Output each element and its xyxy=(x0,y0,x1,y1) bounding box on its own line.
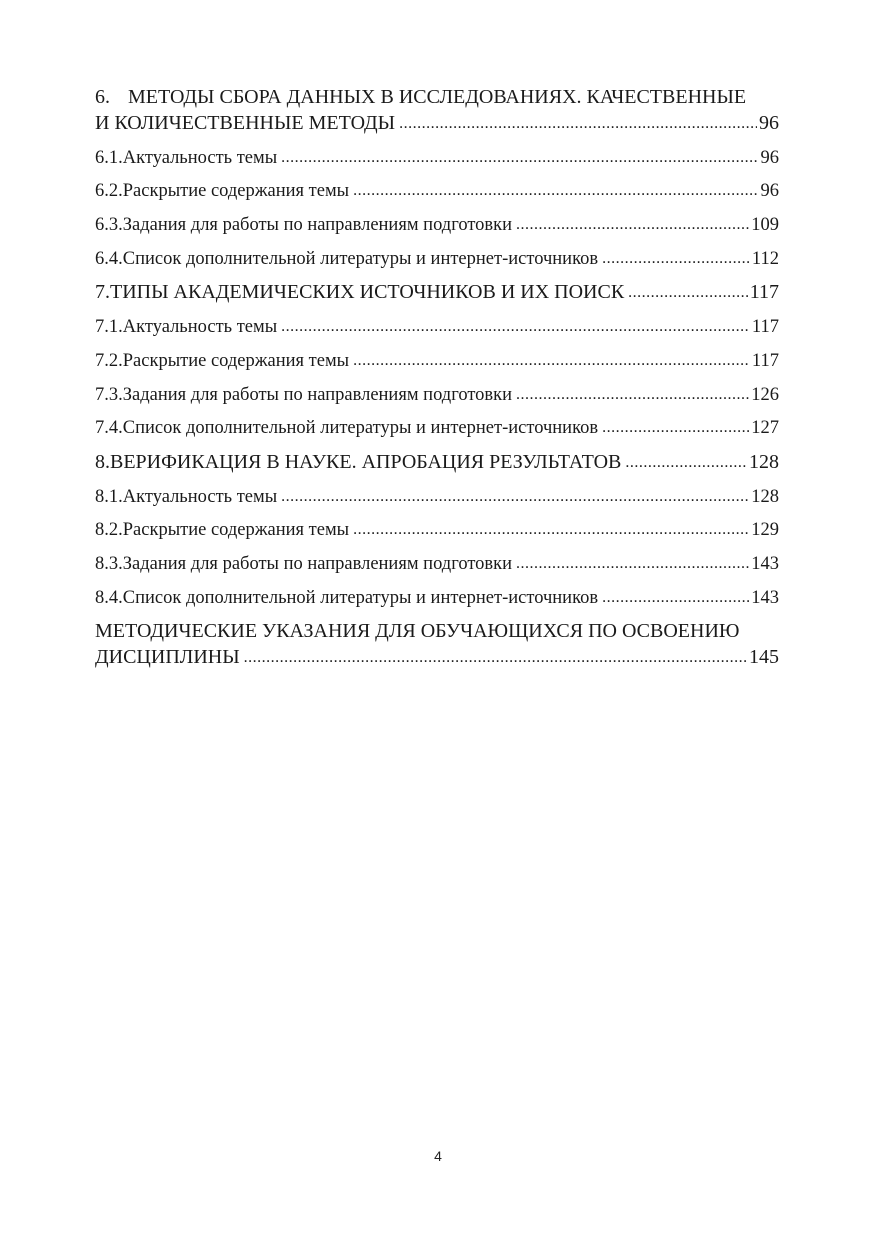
toc-entry-7-2[interactable] xyxy=(95,348,779,375)
toc-leader-dots xyxy=(244,645,747,671)
toc-entry-7-1[interactable] xyxy=(95,314,779,341)
toc-entry-6-1[interactable] xyxy=(95,145,779,172)
table-of-contents xyxy=(95,84,779,679)
toc-entry-page: 126 xyxy=(751,384,779,405)
toc-entry-7-3[interactable] xyxy=(95,382,779,409)
toc-entry-number: 7.2. xyxy=(95,350,123,371)
toc-entry-number: 8.3. xyxy=(95,553,123,574)
toc-entry-page: 145 xyxy=(749,646,779,669)
toc-entry-title: Актуальность темы xyxy=(122,317,278,338)
toc-entry-page: 128 xyxy=(749,450,779,473)
toc-entry-chapter-6[interactable] xyxy=(95,84,779,138)
toc-entry-page: 117 xyxy=(751,317,779,338)
toc-entry-title: Список дополнительной литературы и интернет-источников xyxy=(122,418,599,439)
toc-entry-title: Задания для работы по направлениям подготовки xyxy=(122,215,513,236)
toc-entry-8-2[interactable] xyxy=(95,517,779,544)
toc-entry-number: 6.2. xyxy=(95,181,123,202)
toc-entry-number: 8.1. xyxy=(95,486,123,507)
toc-entry-6-2[interactable] xyxy=(95,178,779,205)
toc-entry-title: Раскрытие содержания темы xyxy=(122,181,350,202)
toc-entry-number: 7.1. xyxy=(95,317,123,338)
toc-entry-page: 129 xyxy=(751,520,779,541)
toc-entry-page: 128 xyxy=(751,486,779,507)
toc-entry-page: 117 xyxy=(751,350,779,371)
toc-entry-title: ВЕРИФИКАЦИЯ В НАУКЕ. АПРОБАЦИЯ РЕЗУЛЬТАТОВ xyxy=(110,450,622,473)
toc-entry-title-line1: МЕТОДЫ СБОРА ДАННЫХ В ИССЛЕДОВАНИЯХ. КАЧЕСТВЕННЫЕ xyxy=(128,86,747,108)
toc-entry-6-3[interactable] xyxy=(95,212,779,239)
toc-entry-number: 8.2. xyxy=(95,520,123,541)
toc-entry-page: 96 xyxy=(759,112,779,134)
toc-entry-chapter-8[interactable] xyxy=(95,449,779,477)
toc-leader-dots xyxy=(281,484,749,510)
toc-leader-dots xyxy=(625,450,747,476)
toc-entry-page: 117 xyxy=(749,281,779,304)
toc-leader-dots xyxy=(353,348,750,374)
toc-entry-guidelines[interactable] xyxy=(95,618,779,672)
toc-leader-dots xyxy=(516,382,749,408)
toc-entry-title: Список дополнительной литературы и интернет-источников xyxy=(122,248,599,269)
toc-entry-title: Задания для работы по направлениям подготовки xyxy=(122,553,513,574)
toc-entry-number: 6.4. xyxy=(95,248,123,269)
toc-entry-page: 127 xyxy=(751,418,779,439)
toc-entry-page: 109 xyxy=(751,215,779,236)
toc-entry-title: Задания для работы по направлениям подготовки xyxy=(122,384,513,405)
toc-entry-8-1[interactable] xyxy=(95,484,779,511)
toc-entry-number: 7.4. xyxy=(95,418,123,439)
toc-entry-8-4[interactable] xyxy=(95,585,779,612)
toc-leader-dots xyxy=(353,178,758,204)
toc-entry-8-3[interactable] xyxy=(95,551,779,578)
toc-entry-number: 6.1. xyxy=(95,147,123,168)
toc-entry-7-4[interactable] xyxy=(95,415,779,442)
toc-leader-dots xyxy=(516,551,749,577)
page-number: 4 xyxy=(434,1148,442,1164)
toc-entry-title: ДИСЦИПЛИНЫ xyxy=(95,646,240,669)
toc-leader-dots xyxy=(602,585,749,611)
toc-entry-chapter-7[interactable] xyxy=(95,279,779,307)
toc-entry-number: 7. xyxy=(95,281,110,304)
toc-entry-page: 143 xyxy=(751,587,779,608)
toc-entry-title: И КОЛИЧЕСТВЕННЫЕ МЕТОДЫ xyxy=(95,112,396,134)
toc-entry-number: 8.4. xyxy=(95,587,123,608)
toc-entry-number: 6.3. xyxy=(95,215,123,236)
toc-entry-title: Актуальность темы xyxy=(122,147,278,168)
toc-leader-dots xyxy=(602,415,749,441)
toc-entry-6-4[interactable] xyxy=(95,246,779,273)
toc-entry-page: 96 xyxy=(760,181,779,202)
toc-entry-title: Раскрытие содержания темы xyxy=(122,520,350,541)
toc-entry-title: ТИПЫ АКАДЕМИЧЕСКИХ ИСТОЧНИКОВ И ИХ ПОИСК xyxy=(110,281,625,304)
toc-entry-number: 8. xyxy=(95,450,110,473)
toc-entry-title: Актуальность темы xyxy=(122,486,278,507)
toc-entry-page: 112 xyxy=(751,248,779,269)
toc-leader-dots xyxy=(516,212,749,238)
toc-entry-page: 96 xyxy=(760,147,779,168)
toc-entry-title: Раскрытие содержания темы xyxy=(122,350,350,371)
toc-entry-title-line1: МЕТОДИЧЕСКИЕ УКАЗАНИЯ ДЛЯ ОБУЧАЮЩИХСЯ ПО ОСВОЕНИЮ xyxy=(95,620,740,643)
toc-entry-page: 143 xyxy=(751,553,779,574)
toc-leader-dots xyxy=(399,111,757,137)
toc-leader-dots xyxy=(628,280,748,306)
toc-leader-dots xyxy=(602,246,750,272)
toc-leader-dots xyxy=(353,517,749,543)
toc-leader-dots xyxy=(281,145,758,171)
toc-entry-number: 6. xyxy=(95,86,110,108)
toc-entry-title: Список дополнительной литературы и интернет-источников xyxy=(122,587,599,608)
toc-leader-dots xyxy=(281,314,750,340)
toc-entry-number: 7.3. xyxy=(95,384,123,405)
